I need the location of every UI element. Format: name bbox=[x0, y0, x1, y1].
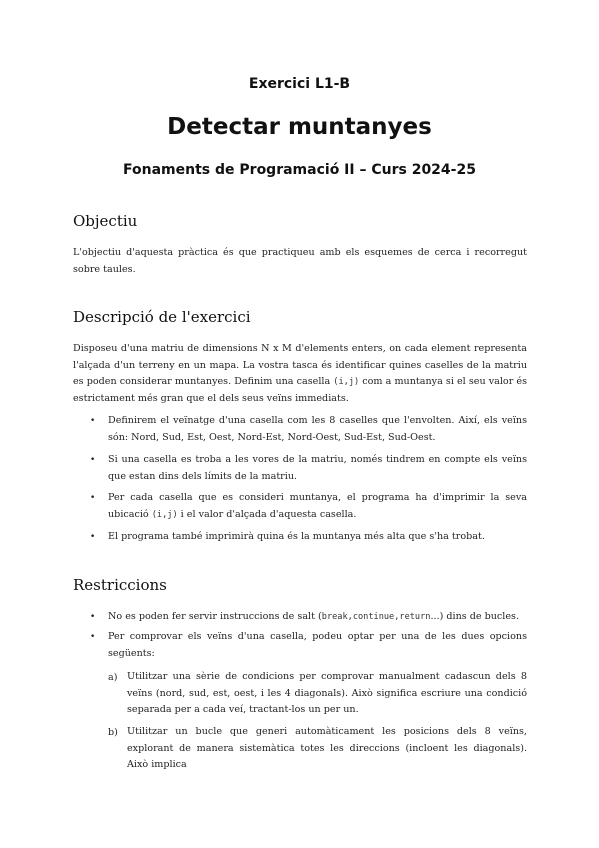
heading-descripcio: Descripció de l'exercici bbox=[73, 308, 251, 326]
objectiu-paragraph: L'objectiu d'aquesta pràctica és que practiqueu amb els esquemes de cerca i recorregut sobre taules. bbox=[73, 247, 527, 275]
list-item: Per comprovar els veïns d'una casella, podeu optar per una de les dues opcions següents: bbox=[108, 631, 527, 659]
list-item: Per cada casella que es consideri muntanya, el programa ha d'imprimir la seva ubicació (i,j) i el valor d'alçada d'aquesta casella. bbox=[108, 492, 527, 520]
cell-coordinate-code: (i,j) bbox=[333, 377, 360, 387]
option-b-label: b) bbox=[108, 727, 118, 738]
bullet-icon: • bbox=[90, 612, 96, 622]
option-a-label: a) bbox=[108, 672, 118, 683]
bullet-icon: • bbox=[90, 493, 96, 503]
heading-restriccions: Restriccions bbox=[73, 576, 167, 594]
list-item: Definirem el veïnatge d'una casella com les 8 caselles que l'envolten. Així, els veïns són: Nord, Sud, Est, Oest, Nord-Est, Nord-Oest, Sud-Est, Sud-Oest. bbox=[108, 415, 527, 443]
list-item: No es poden fer servir instruccions de salt (break,continue,return...) dins de bucles. bbox=[108, 611, 520, 622]
location-code: (i,j) bbox=[151, 509, 178, 520]
list-item: El programa també imprimirà quina és la muntanya més alta que s'ha trobat. bbox=[108, 531, 485, 542]
bullet-icon: • bbox=[90, 416, 96, 426]
option-b-text: Utilitzar un bucle que generi automàticament les posicions dels 8 veïns, explorant de manera sistemàtica totes les direccions (incloent les diagonals). Això implica bbox=[127, 726, 527, 770]
descripcio-paragraph: Disposeu d'una matriu de dimensions N x M d'elements enters, on cada element representa l'alçada d'un terreny en un mapa. La vostra tasca és identificar quines caselles de la matriu es poden considerar muntanyes. Definim una casella (i,j) com a muntanya si el seu valor és estrictament més gran que el dels seus veïns immediats. bbox=[73, 343, 527, 404]
bullet-icon: • bbox=[90, 455, 96, 465]
course-subtitle: Fonaments de Programació II – Curs 2024-25 bbox=[123, 162, 476, 178]
heading-objectiu: Objectiu bbox=[73, 212, 138, 230]
page-title: Detectar muntanyes bbox=[167, 114, 432, 140]
bullet-icon: • bbox=[90, 532, 96, 542]
jump-instructions-code: break,continue,return bbox=[321, 612, 431, 622]
bullet-icon: • bbox=[90, 632, 96, 642]
list-item: Si una casella es troba a les vores de la matriu, només tindrem en compte els veïns que estan dins dels límits de la matriu. bbox=[108, 454, 527, 482]
exercise-kicker: Exercici L1-B bbox=[248, 76, 351, 92]
option-a-text: Utilitzar una sèrie de condicions per comprovar manualment cadascun dels 8 veïns (nord, sud, est, oest, i les 4 diagonals). Això significa escriure una condició separada per a cada veí, tractant-los un per un. bbox=[127, 671, 527, 715]
